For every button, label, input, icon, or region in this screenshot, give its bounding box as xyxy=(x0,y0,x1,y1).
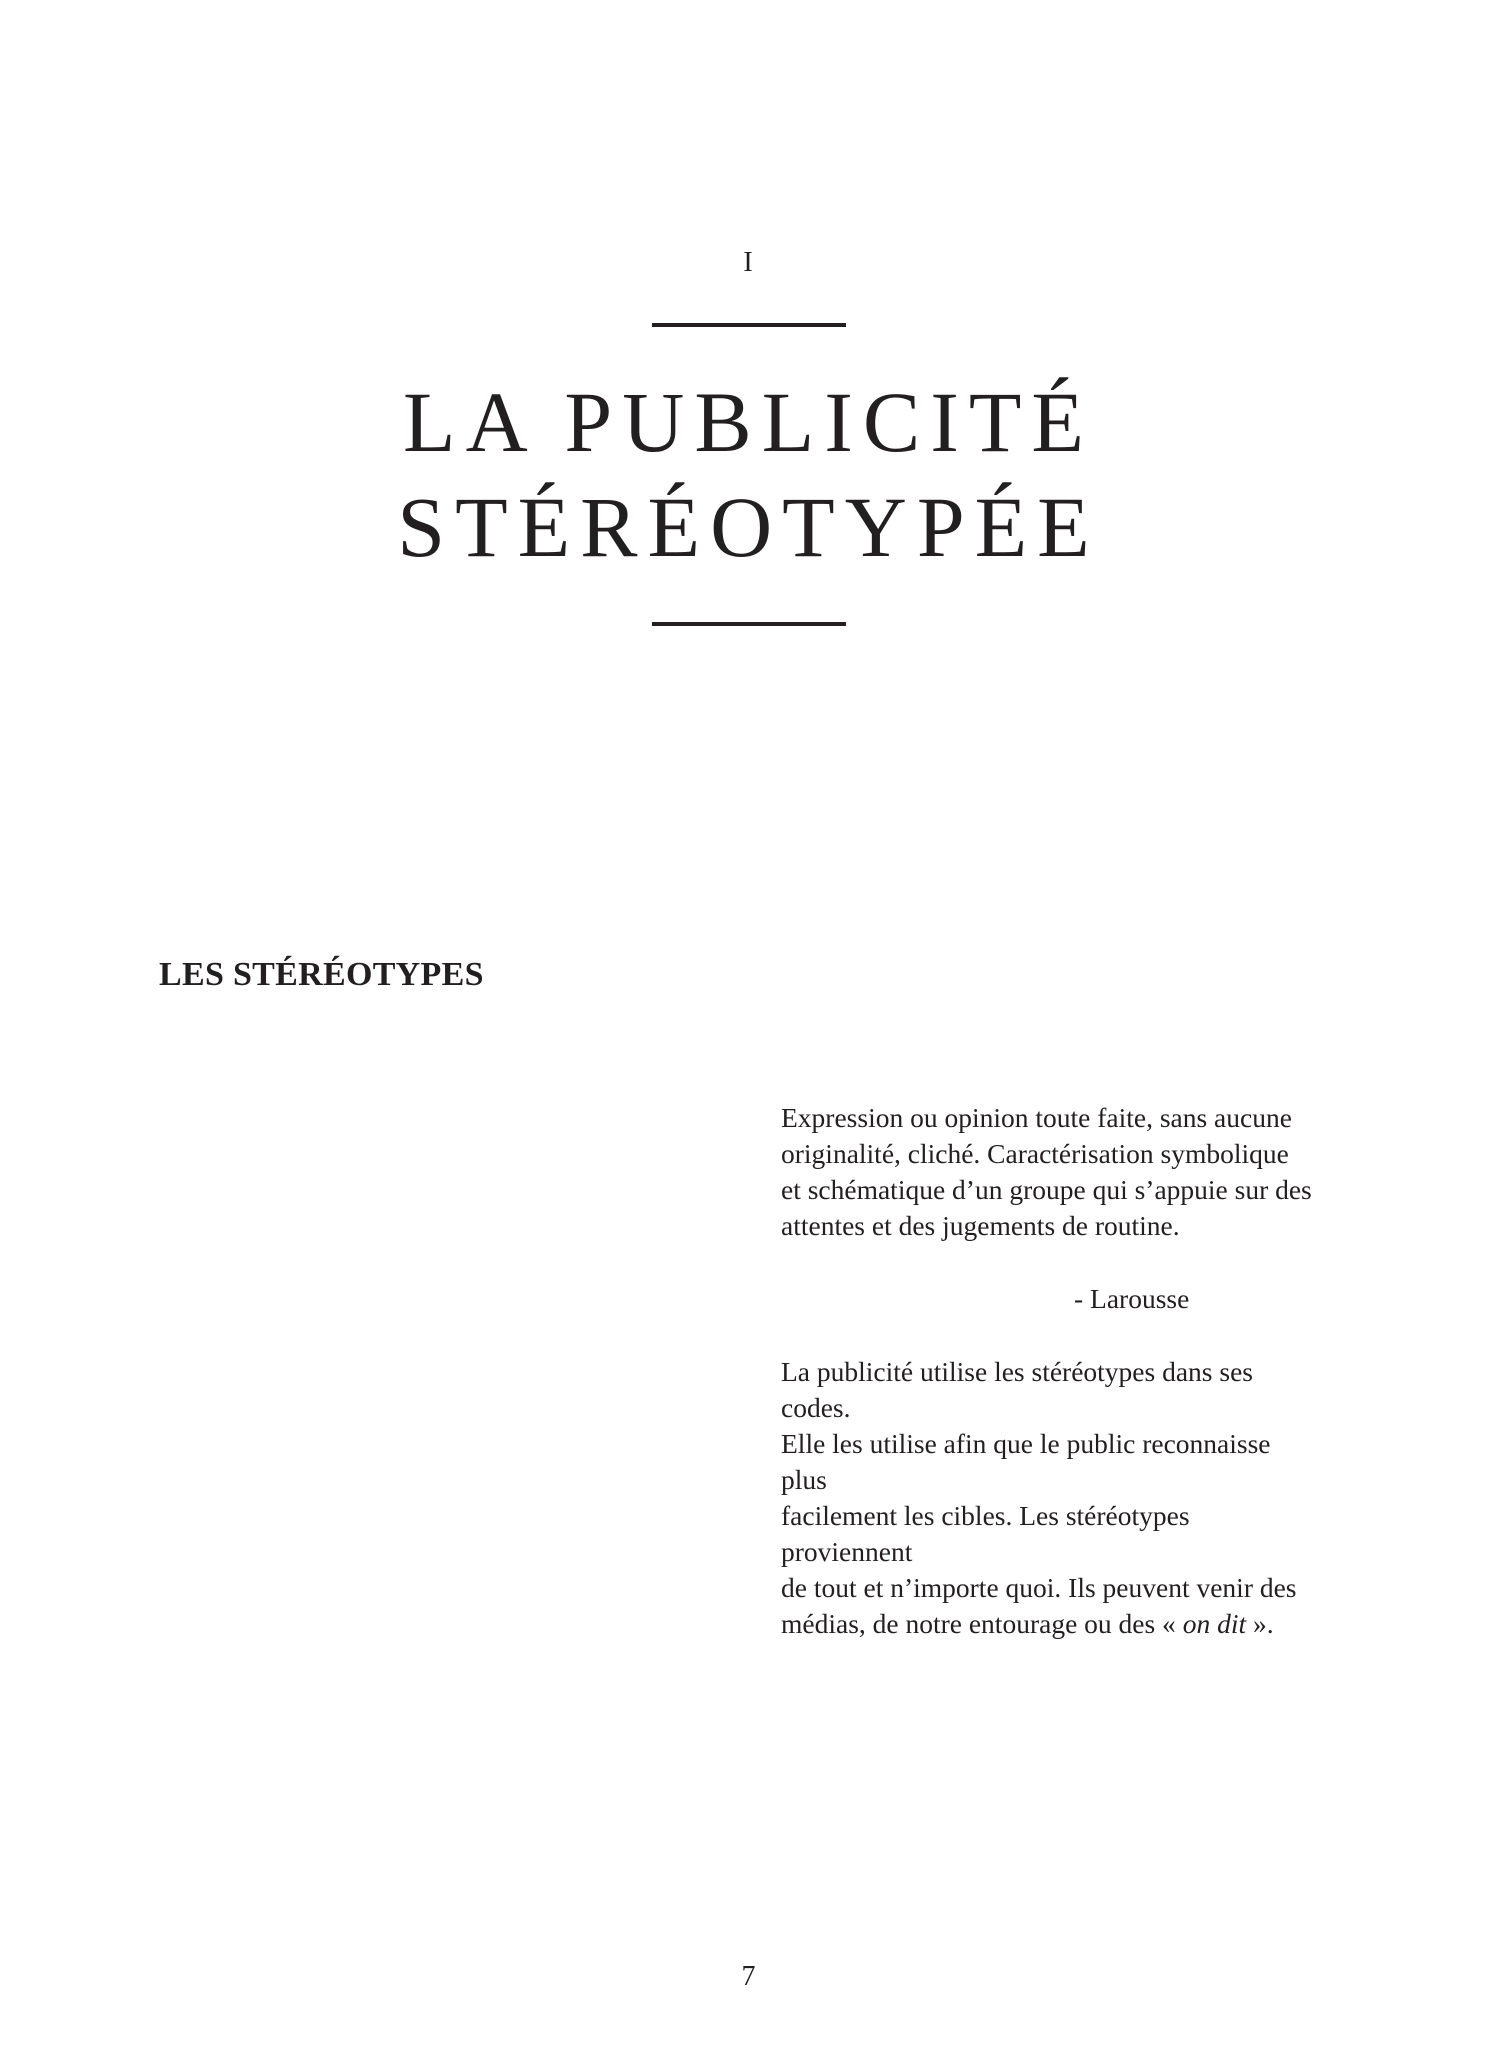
chapter-title xyxy=(0,370,1497,580)
body-paragraph xyxy=(781,1354,1321,1642)
paragraph-line: Elle les utilise afin que le public reconnaisse plus xyxy=(781,1428,1271,1495)
title-rule-top xyxy=(652,323,846,327)
section-heading: LES STÉRÉOTYPES xyxy=(159,956,484,993)
definition-text xyxy=(781,1100,1321,1244)
definition-source: - Larousse xyxy=(1074,1283,1190,1314)
chapter-title-line-1: LA PUBLICITÉ xyxy=(403,374,1094,470)
title-rule-bottom xyxy=(652,622,846,626)
page-number: 7 xyxy=(741,1961,756,1992)
definition-line: attentes et des jugements de routine. xyxy=(781,1210,1180,1241)
paragraph-line: médias, de notre entourage ou des « xyxy=(781,1608,1183,1639)
definition-line: Expression ou opinion toute faite, sans aucune xyxy=(781,1102,1292,1133)
definition-line: originalité, cliché. Caractérisation symbolique xyxy=(781,1138,1289,1169)
chapter-title-line-2: STÉRÉOTYPÉE xyxy=(397,479,1100,575)
paragraph-line: de tout et n’importe quoi. Ils peuvent venir des xyxy=(781,1572,1297,1603)
chapter-number: I xyxy=(743,247,754,278)
paragraph-line: La publicité utilise les stéréotypes dans ses codes. xyxy=(781,1356,1253,1423)
paragraph-italic-phrase: on dit xyxy=(1182,1608,1247,1639)
paragraph-line-end: ». xyxy=(1246,1608,1274,1639)
paragraph-line: facilement les cibles. Les stéréotypes proviennent xyxy=(781,1500,1190,1567)
definition-line: et schématique d’un groupe qui s’appuie sur des xyxy=(781,1174,1312,1205)
